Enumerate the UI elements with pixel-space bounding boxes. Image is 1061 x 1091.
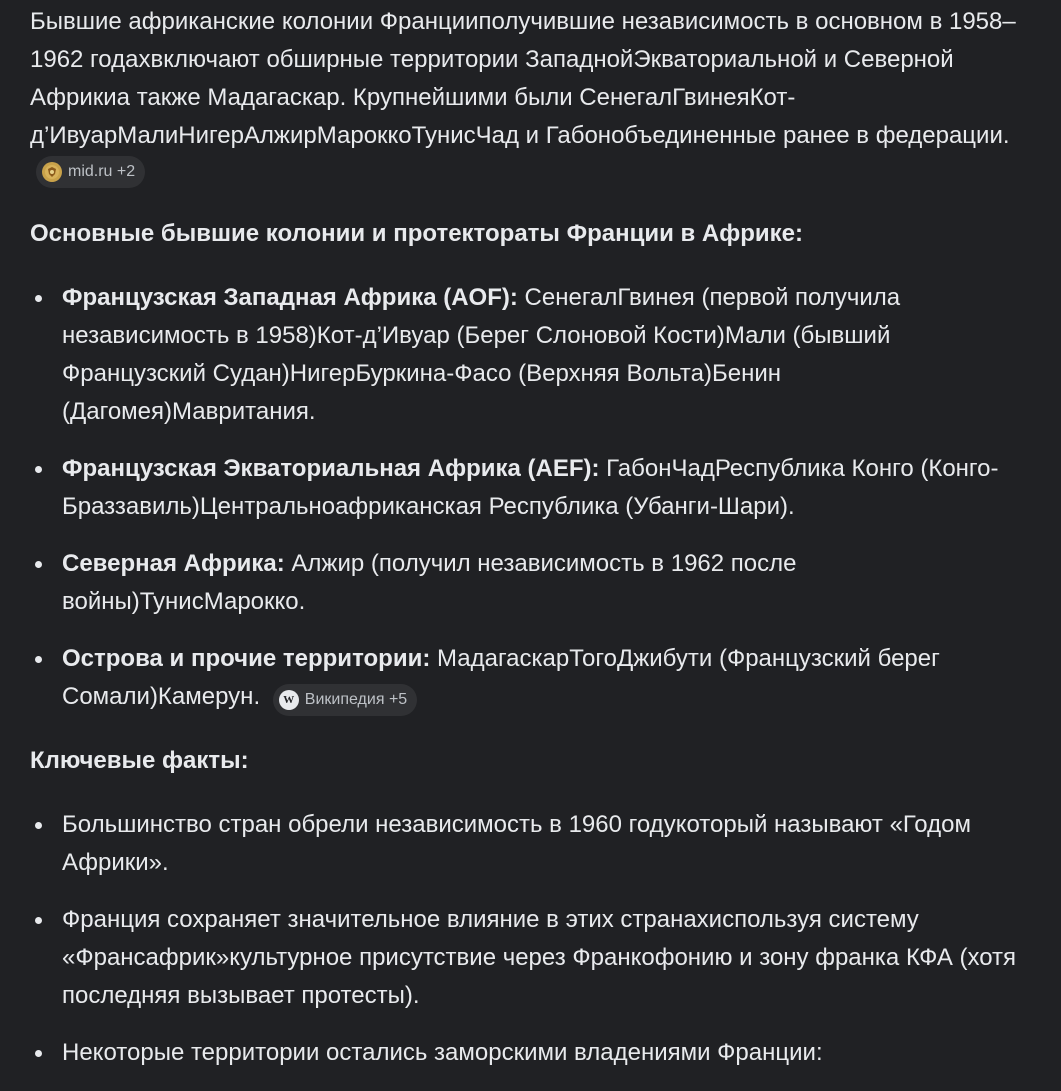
list-item-text: СенегалГвинея (первой получила независимость в 1958)Кот-д’Ивуар (Берег Слоновой Кости)Мали (бывший Французский Судан)НигерБуркина-Фасо (Верхняя Вольта)Бенин (Дагомея)Мавритания.: [62, 284, 901, 425]
list-item-text: МадагаскарТогоДжибути (Французский берег Сомали)Камерун.: [62, 645, 940, 710]
source-chip-more: +2: [116, 163, 136, 180]
source-chip-wikipedia[interactable]: [273, 684, 417, 716]
list-item: [30, 450, 1035, 526]
source-chip-more: +5: [388, 691, 408, 708]
coat-of-arms-icon: [42, 162, 62, 182]
intro-text: Бывшие африканские колонии Францииполучившие независимость в основном в 1958–1962 годахвключают обширные территории ЗападнойЭкваториальной и Северной Африкиа также Мадагаскар. Крупнейшими были СенегалГвинеяКот-д’ИвуарМалиНигерАлжирМароккоТунисЧад и Габонобъединенные ранее в федерации.: [30, 8, 1016, 149]
source-chip-mid[interactable]: [36, 156, 145, 188]
section-title-colonies: Основные бывшие колонии и протектораты Франции в Африке:: [30, 220, 804, 247]
list-item-heading: Острова и прочие территории:: [62, 645, 431, 672]
list-item: [30, 901, 1035, 1015]
source-chip-label: mid.ru: [68, 163, 113, 180]
list-item-text: ГабонЧадРеспублика Конго (Конго-Браззавиль)Центральноафриканская Республика (Убанги-Шари).: [62, 455, 999, 520]
list-item: [30, 806, 1035, 882]
list-item-text: Франция сохраняет значительное влияние в этих странахиспользуя систему «Франсафрик»культурное присутствие через Франкофонию и зону франка КФА (хотя последняя вызывает протесты).: [62, 906, 1017, 1009]
list-item-heading: Северная Африка:: [62, 550, 285, 577]
wikipedia-icon: W: [279, 690, 299, 710]
colonies-list: [30, 279, 1035, 716]
list-item: [30, 640, 1035, 716]
list-item-text: Некоторые территории остались заморскими владениями Франции:: [62, 1039, 823, 1066]
list-item-heading: Французская Западная Африка (AOF):: [62, 284, 518, 311]
list-item: [30, 279, 1035, 431]
list-item-text: Алжир (получил независимость в 1962 после войны)ТунисМарокко.: [62, 550, 797, 615]
list-item: [30, 545, 1035, 621]
list-item: [30, 1034, 1035, 1072]
list-item-text: Большинство стран обрели независимость в 1960 годукоторый называют «Годом Африки».: [62, 811, 971, 876]
source-chip-label: Википедия: [304, 691, 385, 708]
section-title-key-facts: Ключевые факты:: [30, 747, 249, 774]
key-facts-list: [30, 806, 1035, 1072]
list-item-heading: Французская Экваториальная Африка (AEF):: [62, 455, 600, 482]
intro-paragraph: [30, 3, 1035, 193]
answer-content: [30, 3, 1035, 1091]
